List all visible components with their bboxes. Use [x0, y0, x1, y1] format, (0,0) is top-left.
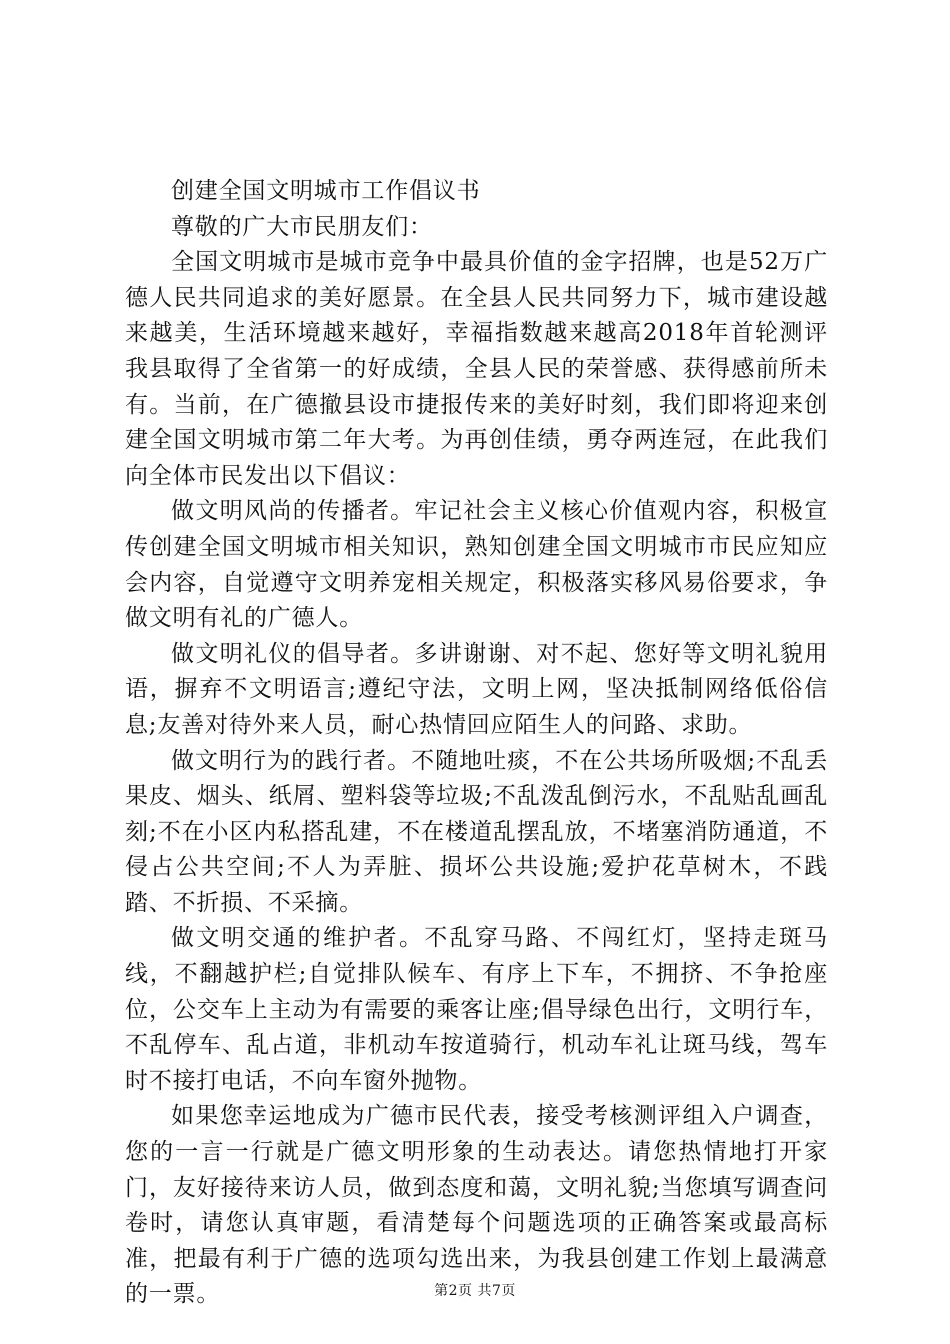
paragraph-intro: 全国文明城市是城市竞争中最具价值的金字招牌，也是52万广德人民共同追求的美好愿景。在全县人民共同努力下，城市建设越来越美，生活环境越来越好，幸福指数越来越高2018年首轮测评我县取得了全省第一的好成绩，全县人民的荣誉感、获得感前所未有。当前，在广德撤县设市捷报传来的美好时刻，我们即将迎来创建全国文明城市第二年大考。为再创佳绩，勇夺两连冠，在此我们向全体市民发出以下倡议： — [125, 249, 828, 489]
paragraph-civilized-behavior: 做文明行为的践行者。不随地吐痰，不在公共场所吸烟;不乱丢果皮、烟头、纸屑、塑料袋等垃圾;不乱泼乱倒污水，不乱贴乱画乱刻;不在小区内私搭乱建，不在楼道乱摆乱放，不堵塞消防通道，不侵占公共空间;不人为弄脏、损坏公共设施;爱护花草树木，不践踏、不折损、不采摘。 — [125, 747, 828, 916]
paragraph-civilized-etiquette: 做文明礼仪的倡导者。多讲谢谢、对不起、您好等文明礼貌用语，摒弃不文明语言;遵纪守法，文明上网，坚决抵制网络低俗信息;友善对待外来人员，耐心热情回应陌生人的问路、求助。 — [125, 640, 828, 738]
page-footer: 第2页 共7页 — [434, 1283, 516, 1299]
paragraph-civilized-trend: 做文明风尚的传播者。牢记社会主义核心价值观内容，积极宣传创建全国文明城市相关知识，熟知创建全国文明城市市民应知应会内容，自觉遵守文明养宠相关规定，积极落实移风易俗要求，争做文明有礼的广德人。 — [125, 498, 828, 632]
paragraph-survey: 如果您幸运地成为广德市民代表，接受考核测评组入户调查，您的一言一行就是广德文明形象的生动表达。请您热情地打开家门，友好接待来访人员，做到态度和蔼，文明礼貌;当您填写调查问卷时，请您认真审题，看清楚每个问题选项的正确答案或最高标准，把最有利于广德的选项勾选出来，为我县创建工作划上最满意的一票。 — [125, 1103, 828, 1308]
paragraph-civilized-traffic: 做文明交通的维护者。不乱穿马路、不闯红灯，坚持走斑马线，不翻越护栏;自觉排队候车、有序上下车，不拥挤、不争抢座位，公交车上主动为有需要的乘客让座;倡导绿色出行，文明行车，不乱停车、乱占道，非机动车按道骑行，机动车礼让斑马线，驾车时不接打电话，不向车窗外抛物。 — [125, 925, 828, 1094]
salutation: 尊敬的广大市民朋友们： — [171, 213, 433, 240]
document-body — [125, 174, 828, 1313]
document-title: 创建全国文明城市工作倡议书 — [171, 178, 481, 204]
